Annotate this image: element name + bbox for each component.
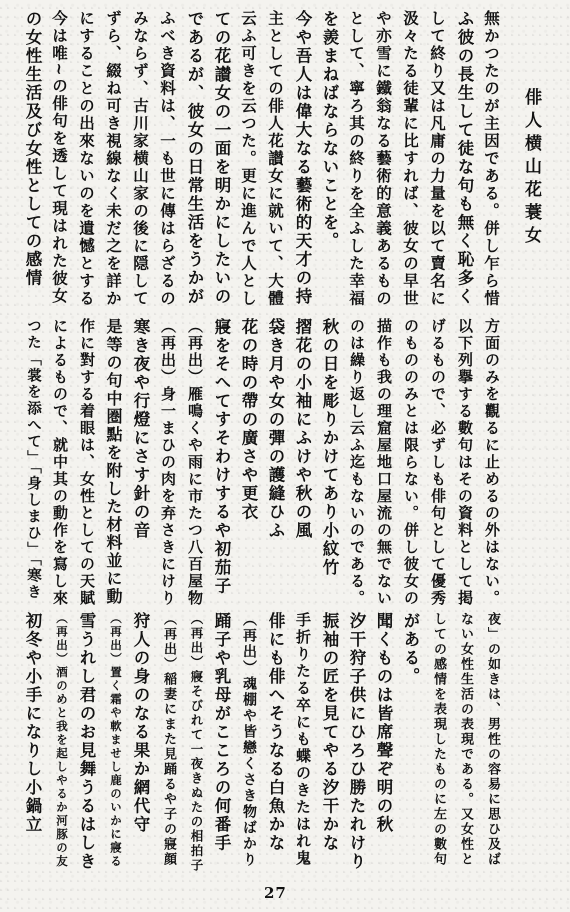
top-text-block (12, 10, 499, 308)
haiku-column: 寒き夜や行燈にさす針の音 (131, 318, 150, 540)
text-column: しての感情を表現したものに左の數句 (431, 612, 446, 867)
text-column: ない女性生活の表現である。又女性と (458, 612, 473, 867)
text-column: ずら、綴ね可き視線なく未だ之を詳か (104, 10, 123, 308)
page-header-title: 俳人横山花蓑女 (521, 88, 541, 249)
haiku-column: 踊子や乳母がこころの何番手 (212, 612, 231, 853)
text-column: 今は唯~の俳句を透して現はれた彼女 (50, 10, 69, 305)
haiku-column: （再出）魂棚や皆戀くさき物ばかり (241, 612, 257, 868)
haiku-column: 汐干狩子供にひろひ勝たれけり (347, 612, 366, 871)
text-column: ふべき資料は、一も世に傳はらざるの (158, 10, 177, 308)
text-column: 是等の句中圏點を附した材料並に動 (104, 318, 123, 606)
text-column: がある。 (401, 612, 420, 686)
haiku-column: 花の時の帶の廣さや更衣 (239, 318, 258, 522)
haiku-column: 聞くものは皆席聲ぞ明の秋 (374, 612, 393, 834)
text-column: や亦雪に鐵翁なる藝術的意義あるもの (374, 10, 393, 308)
haiku-column: 雪うれし君のお見舞うるはしき (77, 612, 96, 871)
text-column: 云ふ可きを云つた。更に進んで人とし (239, 10, 258, 308)
haiku-column: 手折りたる卒にも蝶のきたはれ鬼 (294, 612, 312, 867)
text-column: つた「裳を添へて」「身しまひ」「寒き (25, 318, 42, 601)
text-column: 描作も我の理窟屋地口屋流の無でない (375, 318, 393, 607)
haiku-column: 秋の日を彫りかけてあり小紋竹 (320, 318, 339, 577)
text-column: であるが、彼女の日常生活をうかが (185, 10, 204, 306)
text-column: にすることの出來ないのを遺憾とする (77, 10, 96, 308)
haiku-column: （再出）稲妻にまた見踊るや子の寢顔 (161, 612, 176, 867)
text-column: みならず、古川家横山家の後に隠して (131, 10, 150, 308)
text-column: げるもので、必ずしも俳句として優秀 (429, 318, 447, 607)
text-column: 今や吾人は偉大なる藝術的天才の持 (293, 10, 312, 306)
haiku-column: 袋き月や女の彈の護縫ひふ (266, 318, 285, 540)
text-column: 主としての俳人花讃女に就いて、大體 (266, 10, 285, 308)
haiku-column: （再出）酒のめと我を起しやるか河豚の友 (55, 612, 69, 869)
text-column: ての花讃女の一面を明かにしたいの (212, 10, 231, 306)
text-column: 無かつたのが主因である。併し乍ら惜 (482, 10, 501, 308)
haiku-column: （再出）置く霜や軟ませし鹿のいかに寢る (109, 612, 123, 869)
haiku-column: （再出）身一まひの肉を弃さきにけり (159, 318, 177, 607)
haiku-column: （再出）寢そびれて一夜きぬたの相拍子 (189, 612, 204, 873)
text-column: ふ彼の長生して徒な句も無く恥多く (455, 10, 474, 306)
haiku-column: 摺花の小袖にふけや秋の風 (293, 318, 312, 540)
text-column: 方面のみを觀るに止めるの外はない。 (483, 318, 501, 607)
page-number: 27 (264, 884, 287, 902)
haiku-column: 寢をそへてすそわけするや初茄子 (212, 318, 231, 596)
text-column: 汲々たる徒輩に比すれば、彼女の早世 (401, 10, 420, 308)
text-column: して終り又は凡庸の力量を以て賣名に (428, 10, 447, 308)
haiku-column: 振袖の匠を見てやる汐干かな (320, 612, 339, 853)
bottom-text-block (6, 612, 499, 874)
text-column: によるもので、就中其の動作を寫し來 (51, 318, 69, 607)
haiku-column: 俳にも俳へそうなる白魚かな (266, 612, 285, 853)
text-column: のもののみとは限らない。併し彼女の (402, 318, 420, 607)
text-column: 夜」の如きは、男性の容易に思ひ及ば (485, 612, 500, 867)
text-column: 以下列擧する數句はその資料として掲 (456, 318, 474, 607)
haiku-column: 狩人の身のなる果か網代守 (131, 612, 150, 834)
haiku-column: （再出）雁鳴くや雨に市たつ八百屋物 (186, 318, 204, 607)
text-column: を羨まねばならないことを。 (320, 10, 339, 251)
middle-text-block (8, 318, 499, 608)
text-column: のは繰り返し云ふ迄もないのである。 (348, 318, 366, 607)
text-column: の女性生活及び女性としての感情 (23, 10, 42, 288)
text-column: として、寧ろ其の終りを全ふした幸福 (347, 10, 366, 308)
text-column: 作に對する着眼は、女性としての天賦 (78, 318, 96, 607)
haiku-column: 初冬や小手になりし小鍋立 (23, 612, 42, 834)
